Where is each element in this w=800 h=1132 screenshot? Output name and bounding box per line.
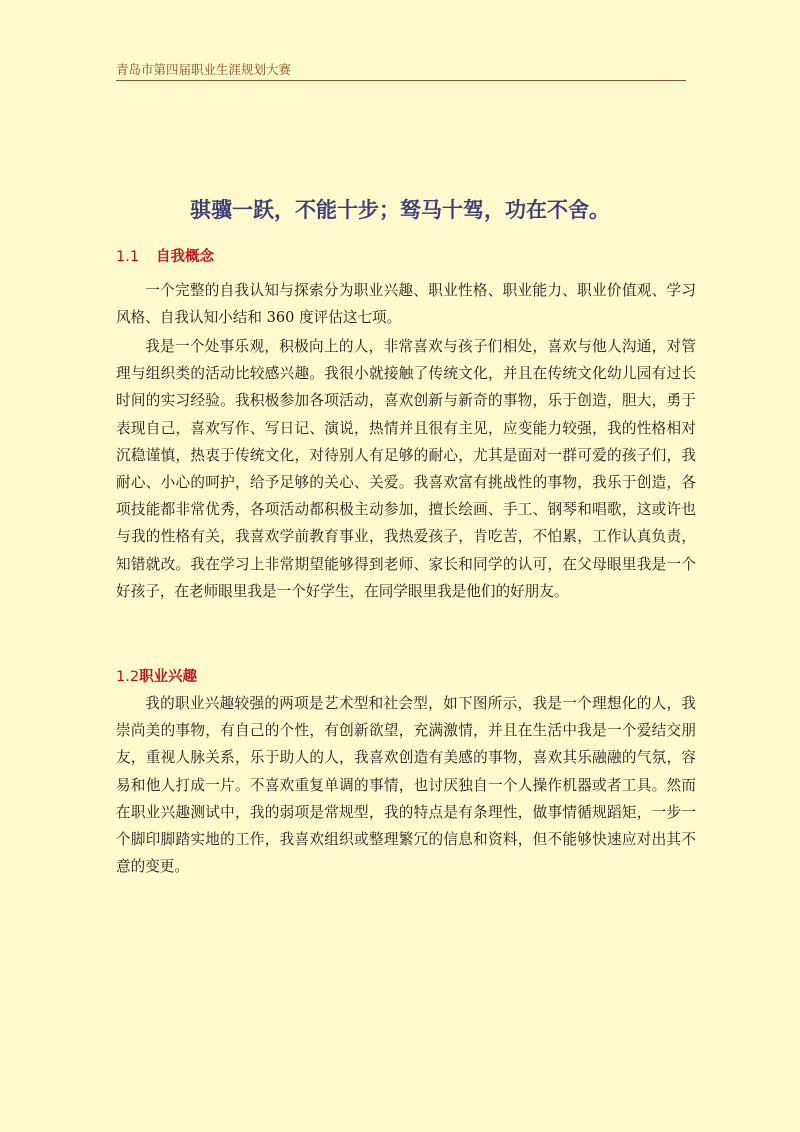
paragraph: 我是一个处事乐观，积极向上的人，非常喜欢与孩子们相处，喜欢与他人沟通，对管理与组织类的活动比较感兴趣。我很小就接触了传统文化，并且在传统文化幼儿园有过长时间的实习经验。我积极参加各项活动，喜欢创新与新奇的事物，乐于创造，胆大，勇于表现自己，喜欢写作、写日记、演说，热情并且很有主见，应变能力较强，我的性格相对沉稳谨慎，热衷于传统文化，对待别人有足够的耐心，尤其是面对一群可爱的孩子们，我耐心、小心的呵护，给予足够的关心、关爱。我喜欢富有挑战性的事物，我乐于创造，各项技能都非常优秀，各项活动都积极主动参加，擅长绘画、手工、钢琴和唱歌，这或许也与我的性格有关，我喜欢学前教育事业，我热爱孩子，肯吃苦，不怕累，工作认真负责，知错就改。我在学习上非常期望能够得到老师、家长和同学的认可，在父母眼里我是一个好孩子，在老师眼里我是一个好学生，在同学眼里我是他们的好朋友。 (116, 338, 696, 600)
paragraph: 我的职业兴趣较强的两项是艺术型和社会型，如下图所示，我是一个理想化的人，我崇尚美的事物，有自己的个性，有创新欲望，充满激情，并且在生活中我是一个爱结交朋友，重视人脉关系，乐于助人的人，我喜欢创造有美感的事物，喜欢其乐融融的气氛，容易和他人打成一片。不喜欢重复单调的事情，也讨厌独自一个人操作机器或者工具。然而在职业兴趣测试中，我的弱项是常规型，我的特点是有条理性，做事情循规蹈矩，一步一个脚印脚踏实地的工作，我喜欢组织或整理繁冗的信息和资料，但不能够快速应对出其不意的变更。 (116, 695, 696, 876)
section-title: 自我概念 (156, 249, 214, 265)
paragraph: 一个完整的自我认知与探索分为职业兴趣、职业性格、职业能力、职业价值观、学习风格、自我认知小结和 360 度评估这七项。 (116, 282, 696, 327)
section-title: 职业兴趣 (139, 669, 198, 685)
motto-title: 骐骥一跃，不能十步；驽马十驾，功在不舍。 (190, 198, 610, 222)
section-heading-self-concept (116, 247, 214, 267)
section-number: 1.1 (116, 249, 140, 265)
section-number: 1.2 (116, 669, 140, 685)
header-title: 青岛市第四届职业生涯规划大赛 (116, 62, 292, 77)
section-heading-career-interest (116, 667, 197, 687)
page-header (116, 62, 686, 81)
